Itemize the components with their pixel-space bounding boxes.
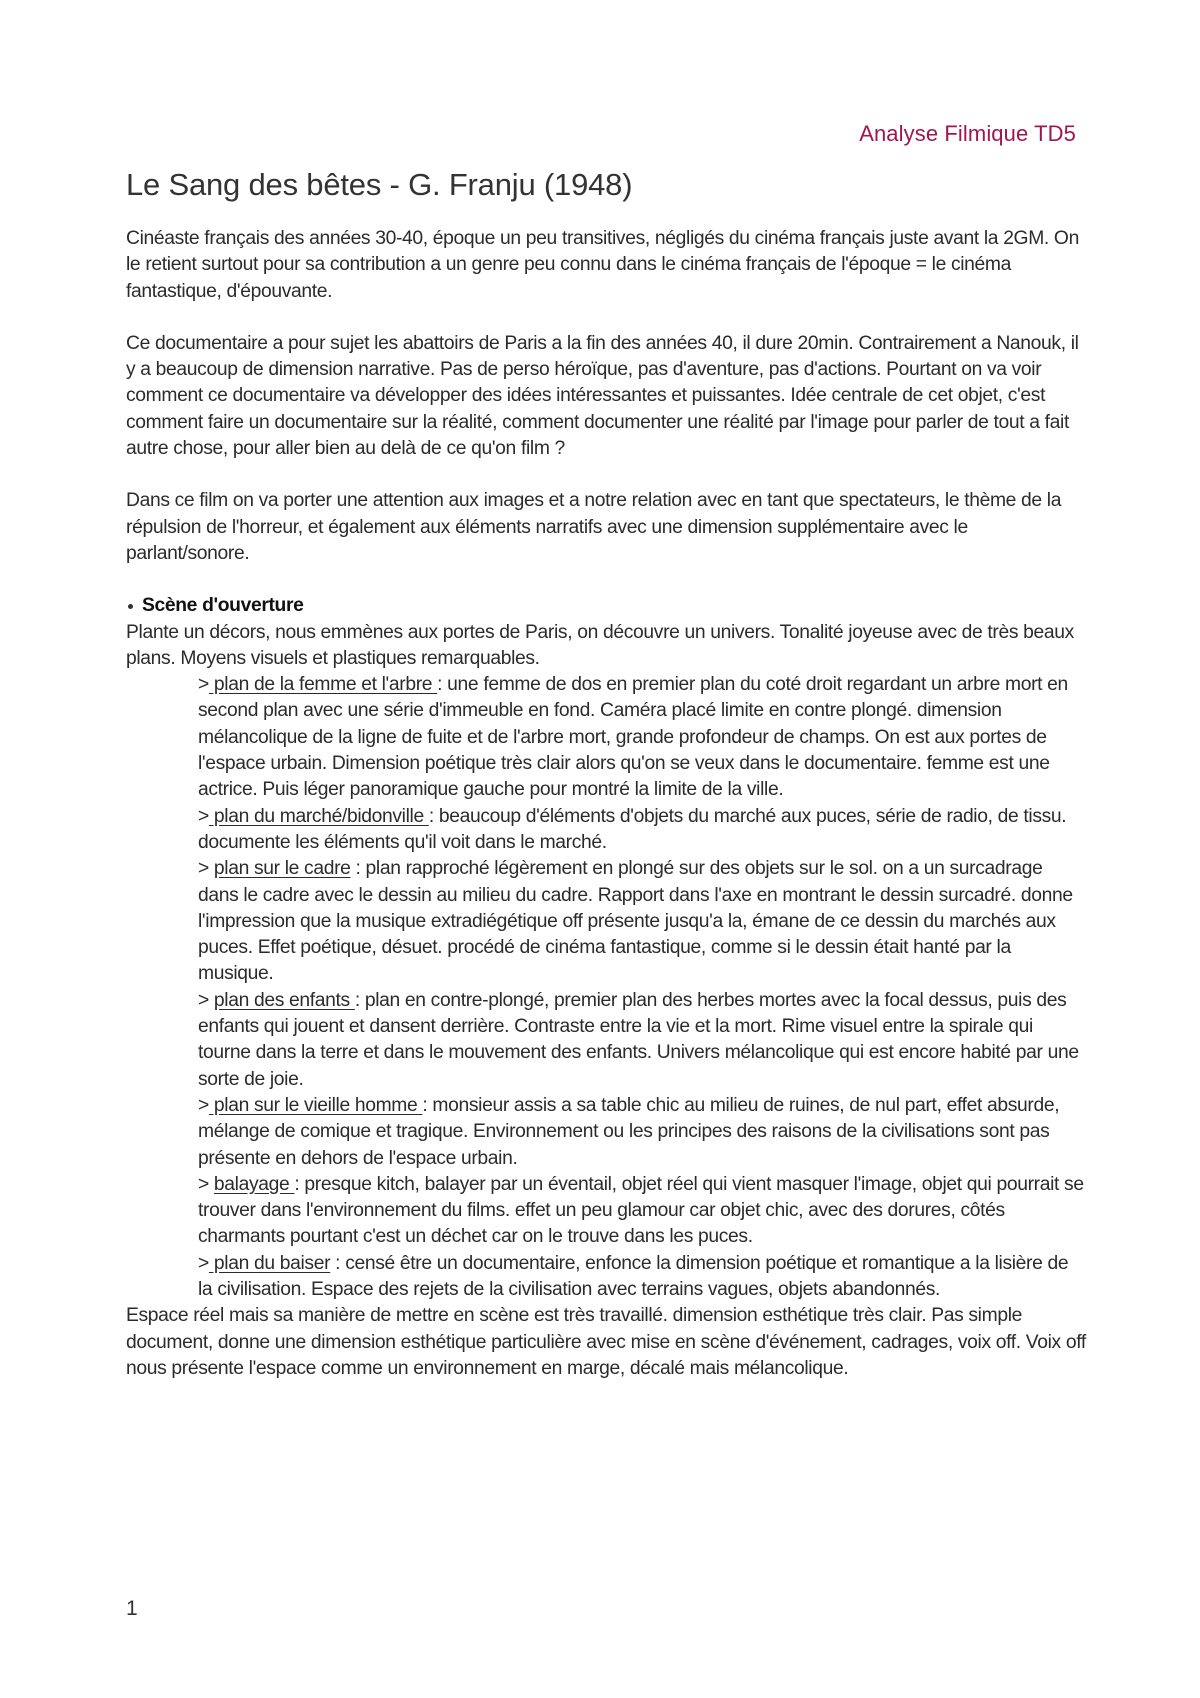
shot-marker: > xyxy=(198,1252,209,1274)
shot-marker: > xyxy=(198,1173,214,1195)
shot-list xyxy=(126,672,1086,1303)
shot-item xyxy=(198,856,1086,987)
shot-marker: > xyxy=(198,674,209,696)
section-heading-text: Scène d'ouverture xyxy=(142,595,304,617)
page-title: Le Sang des bêtes - G. Franju (1948) xyxy=(126,167,633,202)
intro-paragraph: Cinéaste français des années 30-40, époque un peu transitives, négligés du cinéma français juste avant la 2GM. On le retient surtout pour sa contribution a un genre peu connu dans le cinéma français de l'époque = le cinéma fantastique, d'épouvante. xyxy=(126,228,1079,302)
shot-marker: > xyxy=(198,1094,209,1116)
paragraph-gap xyxy=(126,567,1086,593)
shot-description: : plan en contre-plongé, premier plan des herbes mortes avec la focal dessus, puis des enfants qui jouent et dansent derrière. Contraste entre la vie et la mort. Rime visuel entre la spirale qui tourne dans la terre et dans le mouvement des enfants. Univers mélancolique qui est encore habité par une sorte de joie. xyxy=(198,989,1079,1090)
course-tag: Analyse Filmique TD5 xyxy=(859,121,1076,146)
section-conclusion: Espace réel mais sa manière de mettre en scène est très travaillé. dimension esthétique très clair. Pas simple document, donne une dimension esthétique particulière avec mise en scène d'événement, cadrages, voix off. Voix off nous présente l'espace comme un environnement en marge, décalé mais mélancolique. xyxy=(126,1305,1086,1379)
shot-item xyxy=(198,804,1086,857)
shot-term: plan du marché/bidonville xyxy=(208,805,429,827)
page-number: 1 xyxy=(126,1597,138,1620)
section-intro: Plante un décors, nous emmènes aux portes de Paris, on découvre un univers. Tonalité joyeuse avec de très beaux plans. Moyens visuels et plastiques remarquables. xyxy=(126,621,1074,669)
intro-paragraph: Dans ce film on va porter une attention aux images et a notre relation avec en tant que spectateurs, le thème de la répulsion de l'horreur, et également aux éléments narratifs avec une dimension supplémentaire avec le parlant/sonore. xyxy=(126,490,1062,564)
shot-term: balayage xyxy=(213,1173,295,1195)
shot-description: : censé être un documentaire, enfonce la dimension poétique et romantique a la lisière de la civilisation. Espace des rejets de la civilisation avec terrains vagues, objets abandonnés. xyxy=(198,1252,1069,1300)
shot-item xyxy=(198,988,1086,1093)
shot-description: : une femme de dos en premier plan du coté droit regardant un arbre mort en second plan avec une série d'immeuble en fond. Caméra placé limite en contre plongé. dimension mélancolique de la ligne de fuite et de l'arbre mort, grande profondeur de champs. On est aux portes de l'espace urbain. Dimension poétique très clair alors qu'on se veux dans le documentaire. femme est une actrice. Puis léger panoramique gauche pour montré la limite de la ville. xyxy=(198,674,1068,801)
shot-marker: > xyxy=(198,805,209,827)
shot-item xyxy=(198,1251,1086,1304)
shot-marker: > xyxy=(198,858,214,880)
section-heading xyxy=(126,593,1086,619)
shot-term: plan du baiser xyxy=(208,1252,331,1274)
shot-item xyxy=(198,672,1086,803)
shot-description: : presque kitch, balayer par un éventail, objet réel qui vient masquer l'image, objet qui pourrait se trouver dans l'environnement du films. effet un peu glamour car objet chic, avec des dorures, côtés charmants pourtant c'est un déchet car on le trouve dans les puces. xyxy=(198,1173,1084,1248)
shot-marker: > xyxy=(198,989,214,1011)
shot-item xyxy=(198,1172,1086,1251)
paragraph-gap xyxy=(126,305,1086,331)
shot-description: : beaucoup d'éléments d'objets du marché aux puces, série de radio, de tissu. documente les éléments qu'il voit dans le marché. xyxy=(198,805,1067,853)
bullet-icon xyxy=(128,604,133,609)
paragraph-gap xyxy=(126,462,1086,488)
shot-term: plan des enfants xyxy=(213,989,355,1011)
shot-term: plan sur le cadre xyxy=(213,858,351,880)
document-body xyxy=(126,226,1086,1382)
shot-description: : plan rapproché légèrement en plongé sur des objets sur le sol. on a un surcadrage dans le cadre avec le dessin au milieu du cadre. Rapport dans l'axe en montrant le dessin surcadré. donne l'impression que la musique extradiégétique off présente jusqu'a la, émane de ce dessin du marchés aux puces. Effet poétique, désuet. procédé de cinéma fantastique, comme si le dessin était hanté par la musique. xyxy=(198,858,1073,985)
shot-term: plan de la femme et l'arbre xyxy=(208,674,438,696)
shot-description: : monsieur assis a sa table chic au milieu de ruines, de nul part, effet absurde, mélange de comique et tragique. Environnement ou les principes des raisons de la civilisations sont pas présente en dehors de l'espace urbain. xyxy=(198,1094,1060,1169)
shot-term: plan sur le vieille homme xyxy=(208,1094,423,1116)
intro-paragraph: Ce documentaire a pour sujet les abattoirs de Paris a la fin des années 40, il dure 20min. Contrairement a Nanouk, il y a beaucoup de dimension narrative. Pas de perso héroïque, pas d'aventure, pas d'actions. Pourtant on va voir comment ce documentaire va développer des idées intéressantes et puissantes. Idée centrale de cet objet, c'est comment faire un documentaire sur la réalité, comment documenter une réalité par l'image pour parler de tout a fait autre chose, pour aller bien au delà de ce qu'on film ? xyxy=(126,332,1079,460)
shot-item xyxy=(198,1093,1086,1172)
